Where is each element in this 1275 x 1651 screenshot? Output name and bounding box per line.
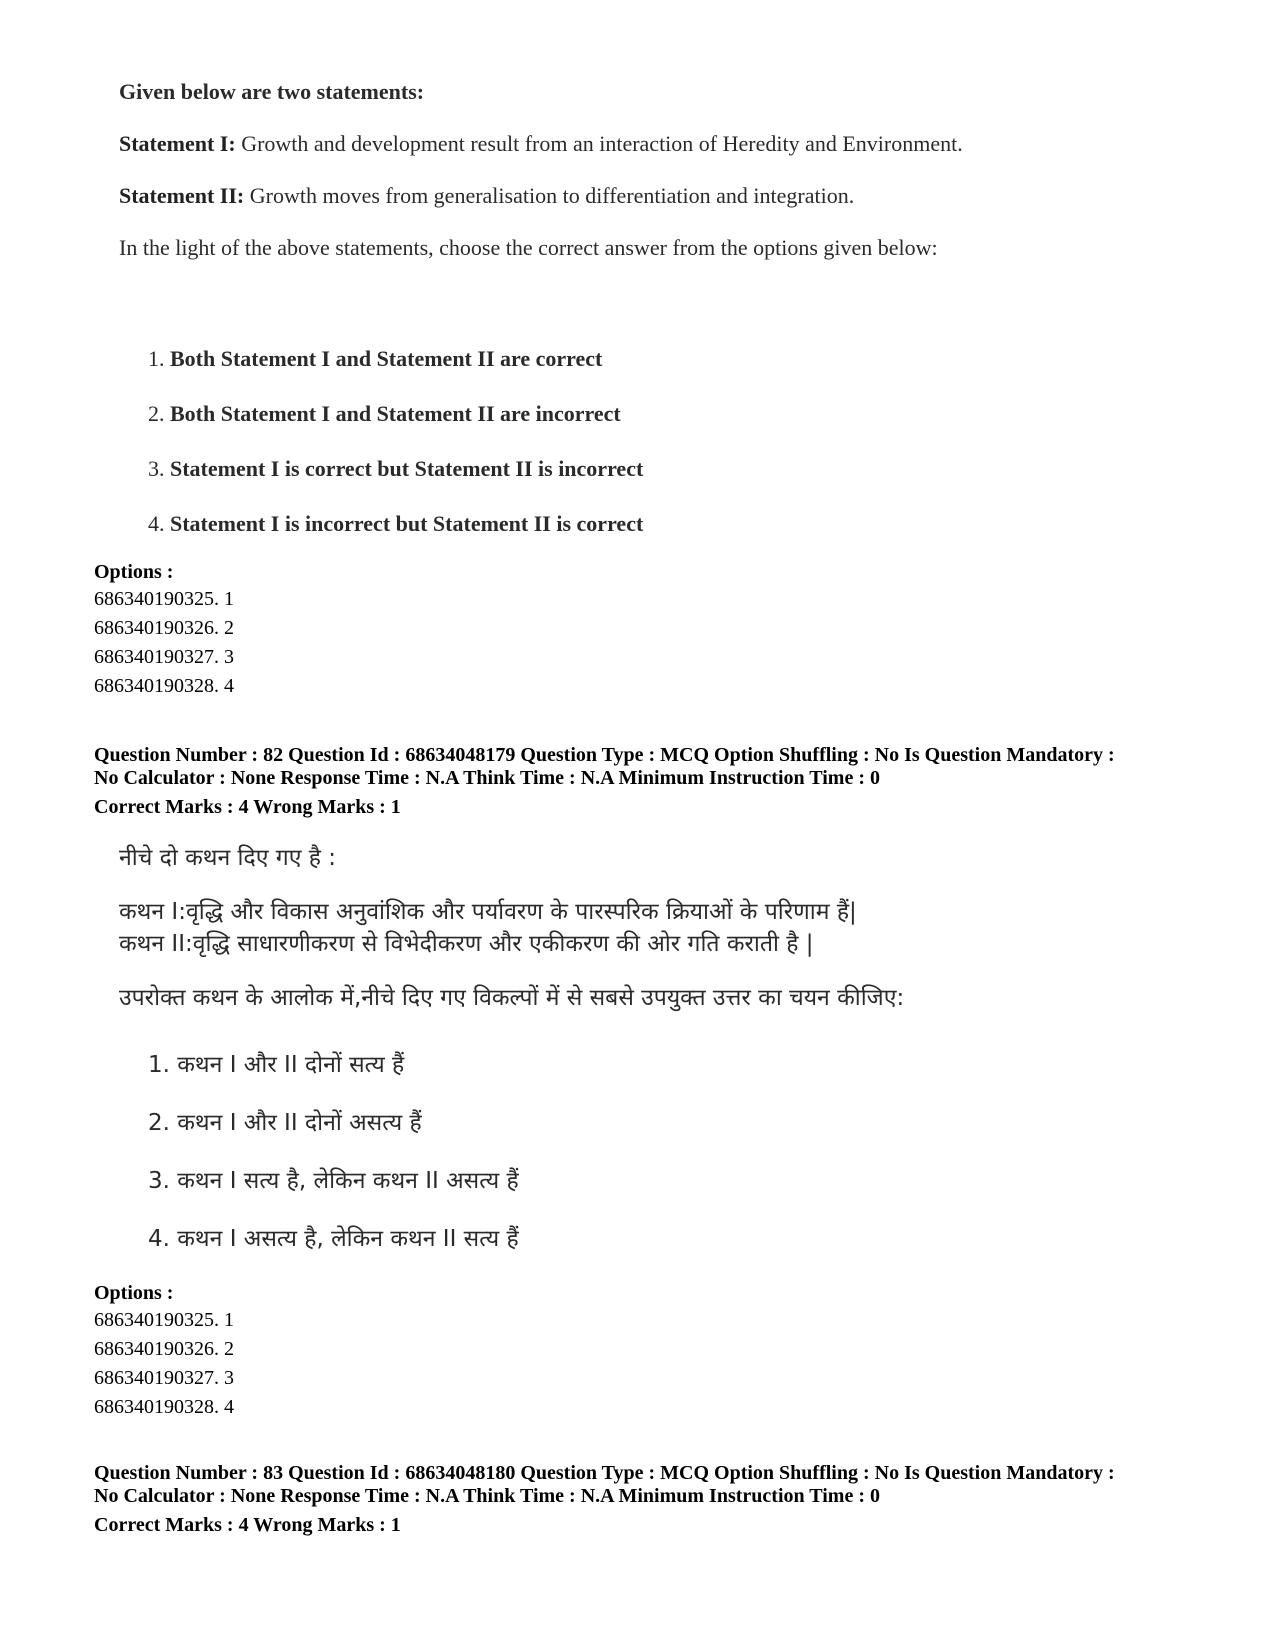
statement-2-label: Statement II: (119, 183, 245, 208)
choice-item (148, 510, 643, 565)
hindi-question-intro: नीचे दो कथन दिए गए है : (119, 845, 337, 871)
choice-text: Statement I is correct but Statement II is incorrect (170, 456, 644, 481)
question-meta-line-1: Question Number : 83 Question Id : 68634048180 Question Type : MCQ Option Shuffling : No Is Question Mandatory : (94, 1462, 1115, 1484)
question-marks: Correct Marks : 4 Wrong Marks : 1 (94, 1514, 401, 1536)
hindi-choice-item: 3. कथन I सत्य है, लेकिन कथन II असत्य हैं (148, 1168, 519, 1194)
hindi-statement-1: कथन I:वृद्धि और विकास अनुवांशिक और पर्यावरण के पारस्परिक क्रियाओं के परिणाम हैं| (119, 899, 857, 925)
hindi-choice-item: 1. कथन I और II दोनों सत्य हैं (148, 1052, 405, 1078)
hindi-choices-list (148, 1050, 519, 1282)
question-intro: Given below are two statements: (119, 79, 425, 104)
hindi-question-body (119, 842, 904, 1014)
options-block (94, 560, 234, 701)
statement-2 (119, 182, 1199, 210)
statement-1-label: Statement I: (119, 131, 236, 156)
option-item: 686340190327. 3 (94, 1367, 234, 1389)
choice-item (148, 455, 643, 510)
question-82-meta (94, 744, 1204, 819)
english-question-body (119, 78, 1199, 262)
options-block (94, 1281, 234, 1422)
question-meta-line-1: Question Number : 82 Question Id : 68634048179 Question Type : MCQ Option Shuffling : No Is Question Mandatory : (94, 744, 1115, 766)
choice-item (148, 400, 643, 455)
choice-item (148, 345, 643, 400)
choice-number: 4. (148, 511, 165, 536)
option-item: 686340190326. 2 (94, 1338, 234, 1360)
question-meta-line-2: No Calculator : None Response Time : N.A Think Time : N.A Minimum Instruction Time : 0 (94, 767, 880, 789)
choice-text: Statement I is incorrect but Statement II is correct (170, 511, 644, 536)
hindi-choice-item: 4. कथन I असत्य है, लेकिन कथन II सत्य हैं (148, 1226, 519, 1252)
choice-number: 1. (148, 346, 165, 371)
option-item: 686340190325. 1 (94, 1309, 234, 1331)
choice-text: Both Statement I and Statement II are correct (170, 346, 603, 371)
option-item: 686340190326. 2 (94, 617, 234, 639)
hindi-choice-item: 2. कथन I और II दोनों असत्य हैं (148, 1110, 422, 1136)
statement-2-text: Growth moves from generalisation to differentiation and integration. (244, 183, 855, 208)
option-item: 686340190327. 3 (94, 646, 234, 668)
choice-text: Both Statement I and Statement II are incorrect (170, 401, 621, 426)
option-item: 686340190325. 1 (94, 588, 234, 610)
statement-1 (119, 130, 1199, 158)
hindi-question-instruction: उपरोक्त कथन के आलोक में,नीचे दिए गए विकल्पों में से सबसे उपयुक्त उत्तर का चयन कीजिए: (119, 985, 905, 1011)
statement-1-text: Growth and development result from an interaction of Heredity and Environment. (235, 131, 963, 156)
option-item: 686340190328. 4 (94, 1396, 234, 1418)
question-instruction: In the light of the above statements, choose the correct answer from the options given below: (119, 235, 938, 260)
question-83-meta (94, 1462, 1204, 1537)
hindi-statement-2: कथन II:वृद्धि साधारणीकरण से विभेदीकरण और एकीकरण की ओर गति कराती है | (119, 931, 814, 957)
question-marks: Correct Marks : 4 Wrong Marks : 1 (94, 796, 401, 818)
choice-number: 2. (148, 401, 165, 426)
english-choices-list (148, 345, 643, 565)
choice-number: 3. (148, 456, 165, 481)
options-label: Options : (94, 561, 174, 583)
question-meta-line-2: No Calculator : None Response Time : N.A Think Time : N.A Minimum Instruction Time : 0 (94, 1485, 880, 1507)
options-label: Options : (94, 1282, 174, 1304)
option-item: 686340190328. 4 (94, 675, 234, 697)
